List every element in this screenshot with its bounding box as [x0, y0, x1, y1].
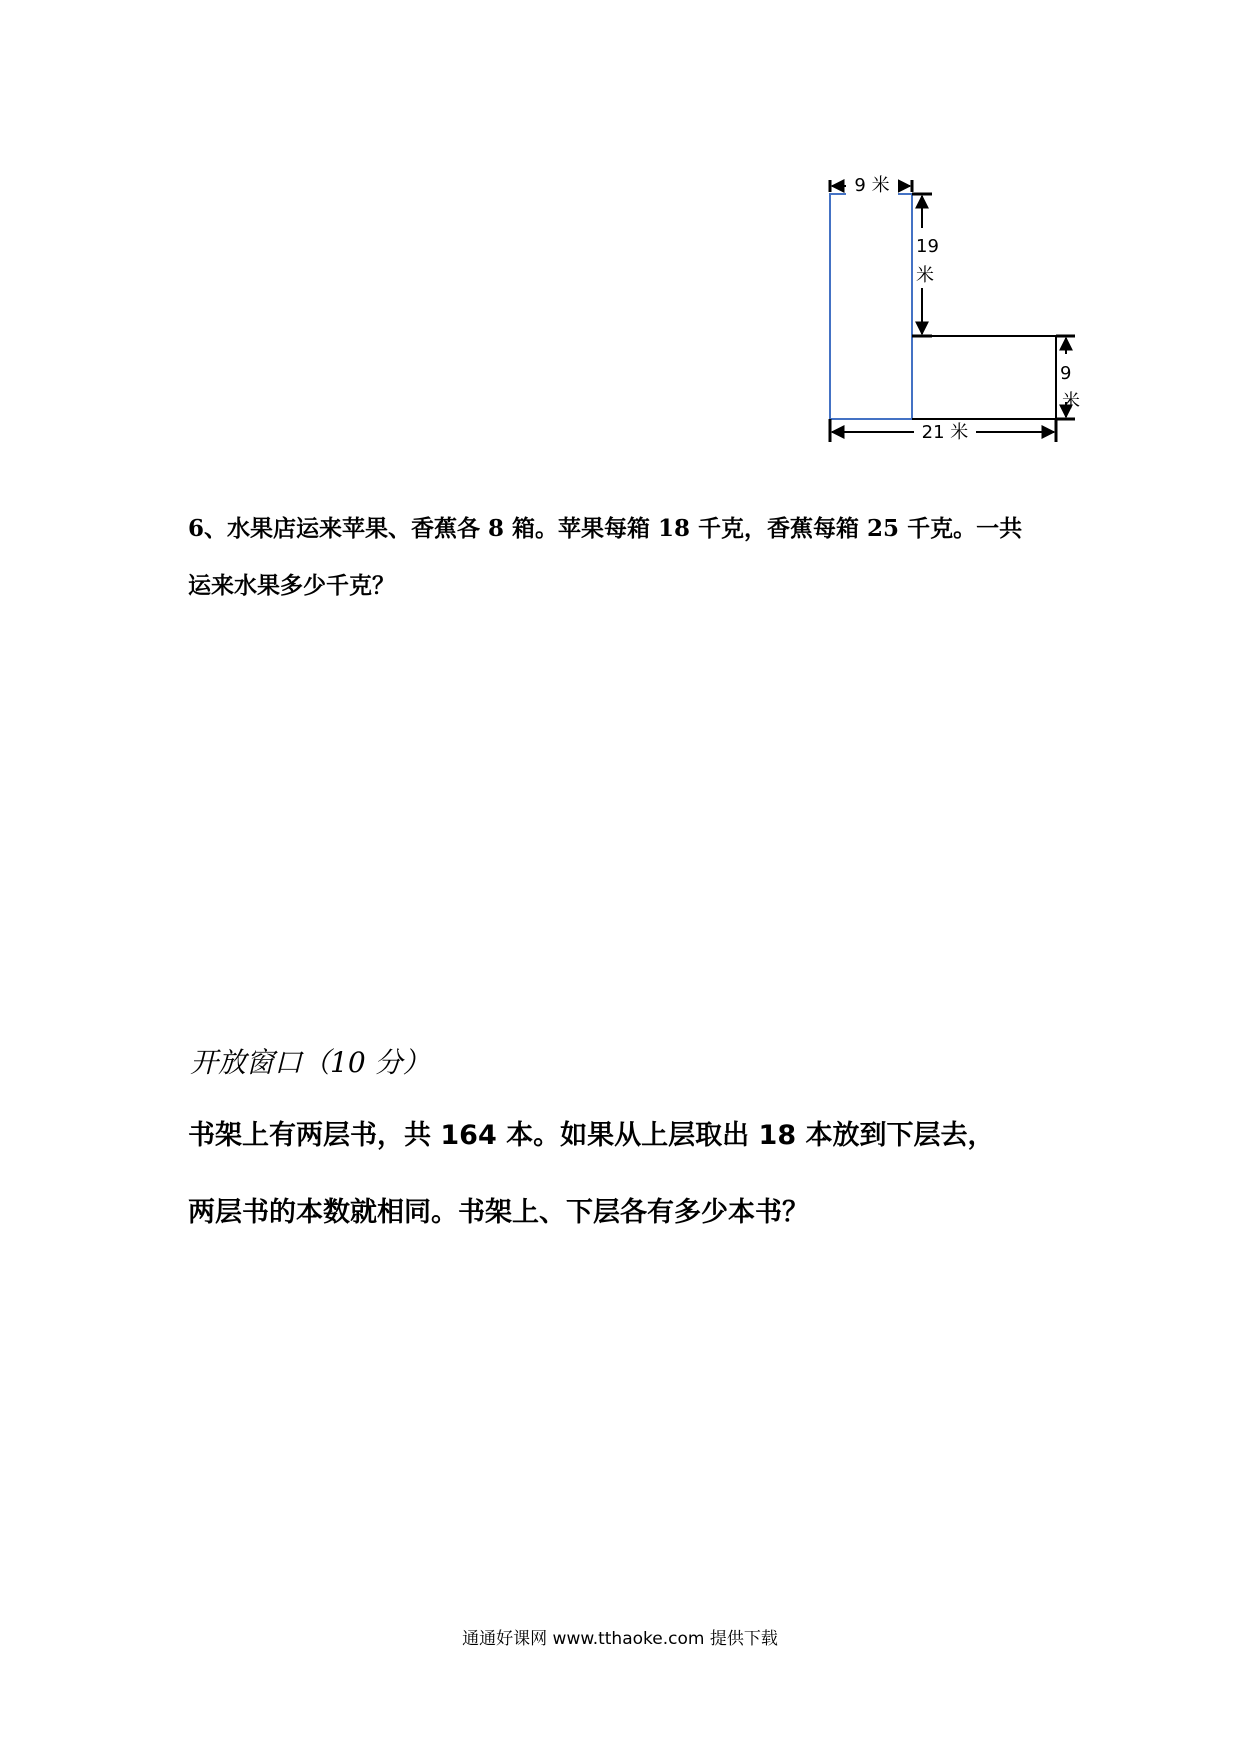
upper-height-label-num: 19 — [916, 236, 939, 257]
question-6 — [188, 500, 1088, 614]
question-6-line-2: 运来水果多少千克？ — [188, 572, 395, 599]
upper-height-label-unit: 米 — [916, 265, 934, 286]
right-height-label-num: 9 — [1060, 363, 1072, 384]
right-extension — [912, 336, 1056, 419]
open-window-line-1: 书架上有两层书，共 164 本。如果从上层取出 18 本放到下层去， — [188, 1120, 995, 1151]
right-height-label-unit: 米 — [1062, 391, 1080, 412]
open-window-line-2: 两层书的本数就相同。书架上、下层各有多少本书？ — [188, 1197, 809, 1228]
open-window-question — [188, 1097, 1088, 1251]
top-width-label: 9 米 — [854, 175, 890, 196]
l-shape-figure — [828, 170, 1098, 460]
bottom-width-label: 21 米 — [921, 422, 969, 443]
page-footer: 通通好课网 www.tthaoke.com 提供下载 — [462, 1629, 778, 1649]
tall-rectangle — [830, 194, 912, 419]
l-shape-diagram — [828, 170, 1098, 460]
question-6-line-1: 6、水果店运来苹果、香蕉各 8 箱。苹果每箱 18 千克，香蕉每箱 25 千克。一共 — [188, 515, 1023, 542]
open-window-title: 开放窗口（10 分） — [190, 1046, 431, 1079]
